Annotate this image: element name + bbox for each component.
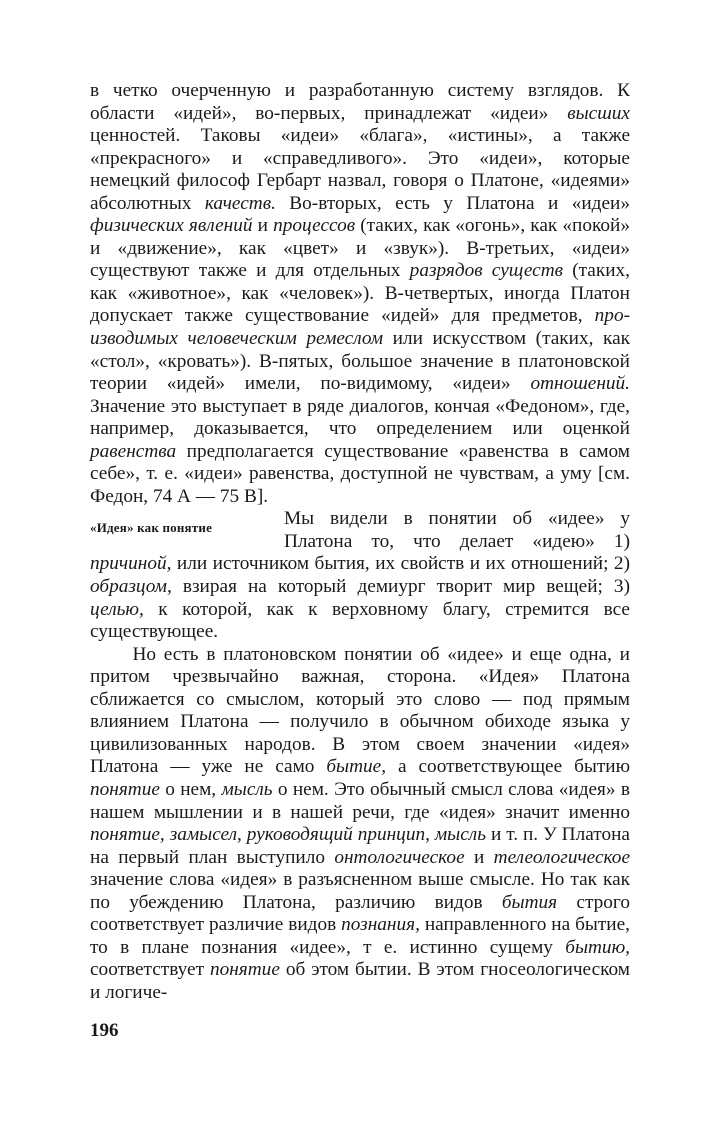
emphasis: бытия — [501, 891, 558, 913]
emphasis: процессов — [273, 215, 356, 237]
emphasis: разрядов существ — [409, 260, 563, 282]
marginal-heading: «Идея» как понятие — [90, 520, 213, 536]
emphasis: равенства — [90, 440, 177, 462]
emphasis: причиной, — [90, 553, 172, 575]
emphasis: познания, — [341, 914, 420, 936]
emphasis: высших — [567, 102, 630, 124]
emphasis: качеств. — [204, 192, 276, 214]
page-number: 196 — [90, 1020, 119, 1041]
emphasis: онтологическое — [334, 846, 465, 868]
emphasis: образцом, — [90, 576, 172, 598]
emphasis: целью, — [90, 598, 144, 620]
emphasis: производимых человеческим ремеслом — [90, 305, 630, 350]
emphasis: телеологическое — [493, 846, 630, 868]
page-text — [90, 80, 630, 1004]
emphasis: понятие — [209, 959, 280, 981]
paragraph-2: Мы видели в понятии об «идее» у Платона то, что делает «идею» 1) причиной, или источником бытия, их свойств и их отношений; 2) образцом, взирая на который демиург творит мир вещей; 3) целью, к которой, как к верховному благу, стремится все существующее. — [90, 508, 630, 643]
emphasis: физических явлений — [90, 215, 253, 237]
paragraph-1: в четко очерченную и разработанную систему взглядов. К области «идей», во-первых, принадлежат «идеи» высших ценностей. Таковы «идеи» «блага», «истины», а также «прекрасного» и «справедливого». Это «идеи», которые немецкий философ Гербарт назвал, говоря о Платоне, «идеями» абсолютных качеств. Во-вторых, есть у Платона и «идеи» физических явлений и процессов (таких, как «огонь», как «покой» и «движение», как «цвет» и «звук»). В-третьих, «идеи» существуют также и для отдельных разрядов существ (таких, как «животное», как «человек»). В-четвертых, иногда Платон допускает также существование «идей» для предметов, производимых человеческим ремеслом или искусством (таких, как «стол», «кровать»). В-пятых, большое значение в платоновской теории «идей» имели, по-видимому, «идеи» отношений. Значение это выступает в ряде диалогов, кончая «Федоном», где, например, доказывается, что определением или оценкой равенства предполагается существование «равенства в самом себе», т. е. «идеи» равенства, доступной не чувствам, а уму [см. Федон, 74 А — 75 В]. — [90, 80, 630, 507]
emphasis: понятие — [90, 778, 160, 800]
emphasis: отношений. — [530, 373, 630, 395]
emphasis: бытие, — [326, 756, 387, 778]
emphasis: понятие, замысел, руководящий принцип, мысль — [90, 824, 486, 846]
emphasis: бытию, — [565, 936, 630, 958]
paragraph-3: Но есть в платоновском понятии об «идее» и еще одна, и притом чрезвычайно важная, сторона. «Идея» Платона сближается со смыслом, который это слово — под прямым влиянием Платона — получило в обычном обиходе языка у цивилизованных народов. В этом своем значении «идея» Платона — уже не само бытие, а соответствующее бытию понятие о нем, мысль о нем. Это обычный смысл слова «идея» в нашем мышлении и в нашей речи, где «идея» значит именно понятие, замысел, руководящий принцип, мысль и т. п. У Платона на первый план выступило онтологическое и телеологическое значение слова «идея» в разъясненном выше смысле. Но так как по убеждению Платона, различию видов бытия строго соответствует различие видов познания, направленного на бытие, то в плане познания «идее», т е. истинно сущему бытию, соответствует понятие об этом бытии. В этом гносеологическом и логиче- — [90, 643, 631, 1003]
emphasis: мысль — [221, 778, 273, 800]
